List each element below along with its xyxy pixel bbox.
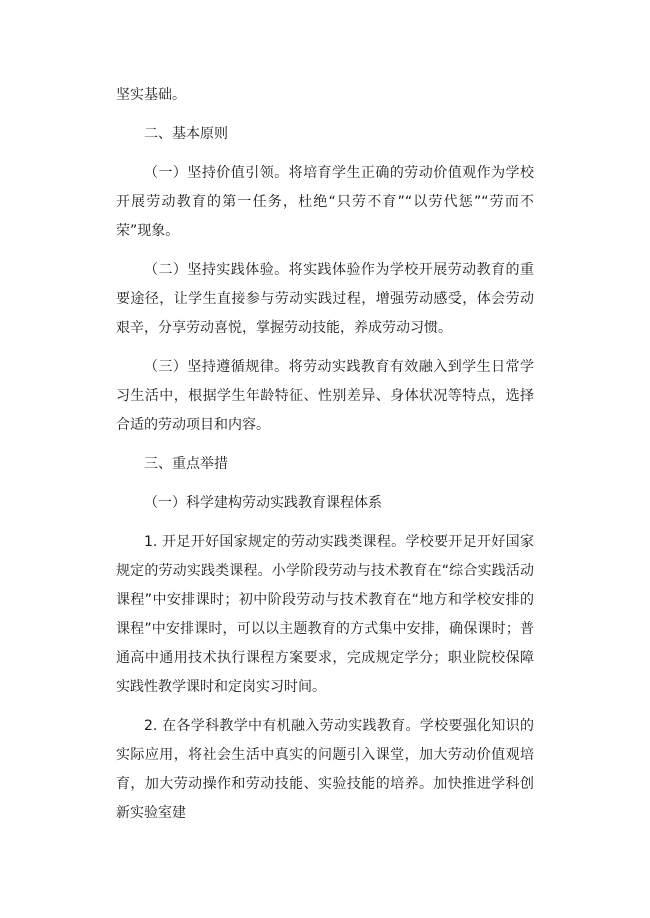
section-heading-key-measures: 三、重点举措 xyxy=(144,456,228,472)
subsection-heading-curriculum-system: （一）科学建构劳动实践教育课程体系 xyxy=(144,495,382,511)
paragraph-subject-integration: 2. 在各学科教学中有机融入劳动实践教育。学校要强化知识的实际应用，将社会生活中真实的问题引入课堂，加大劳动价值观培育，加大劳动操作和劳动技能、实验技能的培养。加快推进学科创新实验室建 xyxy=(116,718,534,821)
paragraph-national-courses: 1. 开足开好国家规定的劳动实践类课程。学校要开足开好国家规定的劳动实践类课程。小学阶段劳动与技术教育在“综合实践活动课程”中安排课时；初中阶段劳动与技术教育在“地方和学校安排的课程”中安排课时，可以以主题教育的方式集中安排，确保课时；普通高中通用技术执行课程方案要求，完成规定学分；职业院校保障实践性教学课时和定岗实习时间。 xyxy=(116,534,534,695)
paragraph-value-guidance: （一）坚持价值引领。将培育学生正确的劳动价值观作为学校开展劳动教育的第一任务，杜绝“只劳不育”“以劳代惩”“劳而不荣”现象。 xyxy=(116,165,534,239)
paragraph-follow-rules: （三）坚持遵循规律。将劳动实践教育有效融入到学生日常学习生活中，根据学生年龄特征、性别差异、身体状况等特点，选择合适的劳动项目和内容。 xyxy=(116,359,534,433)
paragraph-continuation: 坚实基础。 xyxy=(116,87,186,103)
paragraph-practice-experience: （二）坚持实践体验。将实践体验作为学校开展劳动教育的重要途径，让学生直接参与劳动实践过程，增强劳动感受，体会劳动艰辛，分享劳动喜悦，掌握劳动技能，养成劳动习惯。 xyxy=(116,262,534,336)
section-heading-basic-principles: 二、基本原则 xyxy=(144,126,228,142)
